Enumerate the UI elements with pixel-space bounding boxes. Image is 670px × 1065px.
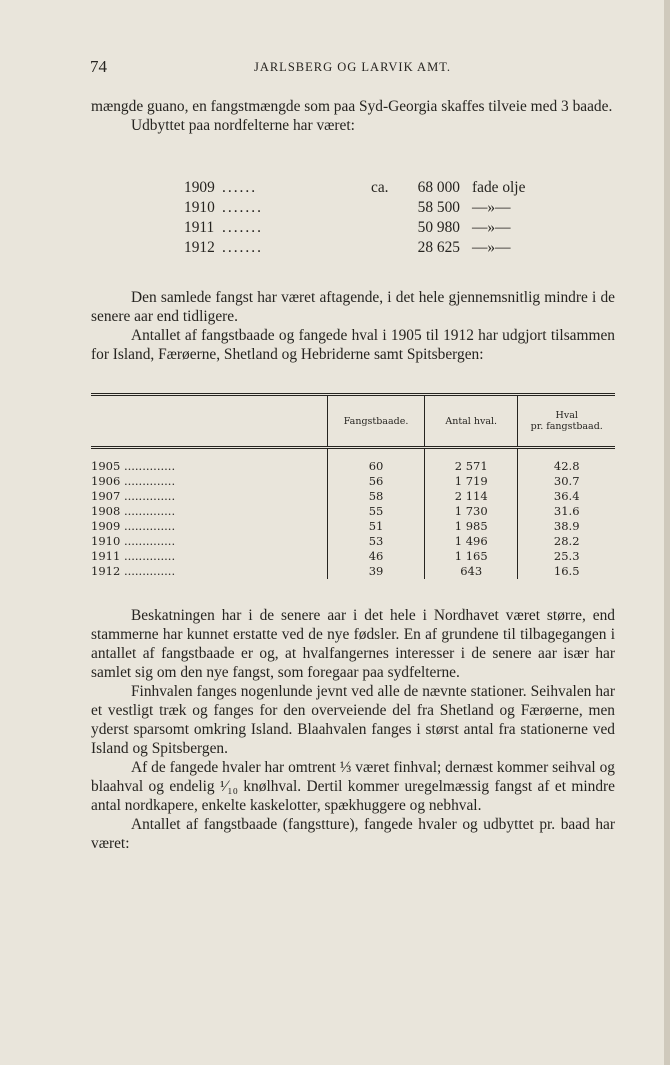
paragraph: Den samlede fangst har været aftagende, i det hele gjennemsnitlig mindre i de senere aar end tidligere. bbox=[91, 289, 615, 325]
yield-unit: —»— bbox=[472, 199, 511, 216]
year-cell bbox=[91, 489, 328, 504]
year: 1906 bbox=[91, 474, 121, 488]
yield-unit: fade olje bbox=[472, 179, 526, 196]
year-cell bbox=[91, 519, 328, 534]
text-block-bottom bbox=[91, 606, 615, 853]
leader-dots: .............. bbox=[123, 549, 176, 563]
table-row bbox=[91, 448, 615, 475]
per-boat-cell: 38.9 bbox=[553, 519, 580, 533]
leader-dots: ....... bbox=[222, 239, 263, 256]
column-header-per-boat-line1: Hval bbox=[555, 410, 578, 421]
yield-row bbox=[184, 199, 544, 219]
leader-dots: .............. bbox=[123, 564, 176, 578]
whales-cell: 1 719 bbox=[424, 474, 517, 489]
yield-list bbox=[184, 179, 544, 259]
whales-cell: 1 165 bbox=[424, 549, 517, 564]
page-edge bbox=[664, 0, 670, 1065]
leader-dots: ...... bbox=[222, 179, 258, 196]
year-cell bbox=[91, 549, 328, 564]
whales-cell: 2 571 bbox=[424, 448, 517, 475]
year-cell bbox=[91, 534, 328, 549]
year: 1910 bbox=[91, 534, 121, 548]
paragraph: mængde guano, en fangstmængde som paa Syd-Georgia skaffes tilveie med 3 baade. bbox=[91, 98, 613, 115]
boats-cell: 39 bbox=[328, 564, 425, 579]
year: 1905 bbox=[91, 459, 121, 473]
leader-dots: .............. bbox=[123, 519, 176, 533]
whales-cell: 1 496 bbox=[424, 534, 517, 549]
yield-amount: 68 000 bbox=[417, 179, 460, 196]
leader-dots: ....... bbox=[222, 219, 263, 236]
table-header-row bbox=[91, 395, 615, 448]
leader-dots: .............. bbox=[123, 504, 176, 518]
paragraph: Af de fangede hvaler har omtrent ⅓ været finhval; dernæst kommer seihval og blaahval og endelig ¹⁄₁₀ knølhval. Dertil kommer uregelmæssig fangst af et mindre antal nordkapere, enkelte kaskelotter, spækhuggere og nebhval. bbox=[91, 759, 615, 814]
year-cell bbox=[91, 564, 328, 579]
yield-row bbox=[184, 239, 544, 259]
yield-unit: —»— bbox=[472, 239, 511, 256]
year-cell bbox=[91, 504, 328, 519]
leader-dots: ....... bbox=[222, 199, 263, 216]
yield-amount: 58 500 bbox=[417, 199, 460, 216]
text-block-top bbox=[91, 97, 615, 135]
whaling-table bbox=[91, 393, 615, 579]
leader-dots: .............. bbox=[123, 534, 176, 548]
year: 1911 bbox=[91, 549, 121, 563]
yield-year: 1910 bbox=[184, 199, 215, 216]
year-column-header bbox=[91, 395, 328, 448]
year: 1912 bbox=[91, 564, 121, 578]
boats-cell: 51 bbox=[328, 519, 425, 534]
yield-approx: ca. bbox=[371, 179, 389, 196]
paragraph: Antallet af fangstbaade (fangstture), fangede hvaler og udbyttet pr. baad har været: bbox=[91, 816, 615, 852]
year: 1908 bbox=[91, 504, 121, 518]
paragraph: Antallet af fangstbaade og fangede hval i 1905 til 1912 har udgjort tilsammen for Island, Færøerne, Shetland og Hebriderne samt Spitsbergen: bbox=[91, 327, 615, 363]
year-cell bbox=[91, 448, 328, 475]
running-title: JARLSBERG OG LARVIK AMT. bbox=[253, 60, 452, 74]
boats-cell: 53 bbox=[328, 534, 425, 549]
column-header-whales: Antal hval. bbox=[424, 395, 517, 448]
per-boat-cell: 30.7 bbox=[553, 474, 580, 488]
year-cell bbox=[91, 474, 328, 489]
per-boat-cell: 31.6 bbox=[553, 504, 580, 518]
table-row bbox=[91, 504, 615, 519]
page-header bbox=[90, 57, 615, 79]
boats-cell: 60 bbox=[328, 448, 425, 475]
table-row bbox=[91, 564, 615, 579]
year: 1909 bbox=[91, 519, 121, 533]
per-boat-cell: 25.3 bbox=[553, 549, 580, 563]
per-boat-cell: 42.8 bbox=[553, 459, 580, 473]
table-row bbox=[91, 534, 615, 549]
table-row bbox=[91, 489, 615, 504]
boats-cell: 58 bbox=[328, 489, 425, 504]
yield-amount: 28 625 bbox=[417, 239, 460, 256]
whales-cell: 1 985 bbox=[424, 519, 517, 534]
page-number: 74 bbox=[90, 57, 107, 76]
table-row bbox=[91, 549, 615, 564]
leader-dots: .............. bbox=[123, 474, 176, 488]
yield-amount: 50 980 bbox=[417, 219, 460, 236]
year: 1907 bbox=[91, 489, 121, 503]
yield-year: 1911 bbox=[184, 219, 215, 236]
yield-year: 1912 bbox=[184, 239, 215, 256]
yield-row bbox=[184, 179, 544, 199]
per-boat-cell: 36.4 bbox=[553, 489, 580, 503]
leader-dots: .............. bbox=[123, 489, 176, 503]
whales-cell: 1 730 bbox=[424, 504, 517, 519]
column-header-per-boat bbox=[518, 395, 615, 448]
text-block-middle bbox=[91, 288, 615, 364]
paragraph: Udbyttet paa nordfelterne har været: bbox=[131, 117, 355, 134]
leader-dots: .............. bbox=[123, 459, 176, 473]
yield-year: 1909 bbox=[184, 179, 215, 196]
whales-cell: 643 bbox=[424, 564, 517, 579]
column-header-per-boat-line2: pr. fangstbaad. bbox=[530, 421, 603, 432]
table-row bbox=[91, 474, 615, 489]
per-boat-cell: 28.2 bbox=[553, 534, 580, 548]
boats-cell: 46 bbox=[328, 549, 425, 564]
table-row bbox=[91, 519, 615, 534]
whales-cell: 2 114 bbox=[424, 489, 517, 504]
paragraph: Beskatningen har i de senere aar i det hele i Nordhavet været større, end stammerne har kunnet erstatte ved de nye fødsler. En af grundene til tilbagegangen i antallet af fangstbaade er og, at hvalfangernes interesser i de senere aar især har samlet sig om den nye fangst, som foregaar paa sydfelterne. bbox=[91, 607, 615, 681]
paragraph: Finhvalen fanges nogenlunde jevnt ved alle de nævnte stationer. Seihvalen har et vestligt træk og fanges for den overveiende del fra Shetland og Færøerne, men yderst sparsomt omkring Island. Blaahvalen fanges i størst antal fra stationerne ved Island og Spitsbergen. bbox=[91, 683, 615, 757]
yield-unit: —»— bbox=[472, 219, 511, 236]
boats-cell: 55 bbox=[328, 504, 425, 519]
boats-cell: 56 bbox=[328, 474, 425, 489]
yield-row bbox=[184, 219, 544, 239]
column-header-boats: Fangstbaade. bbox=[328, 395, 425, 448]
per-boat-cell: 16.5 bbox=[553, 564, 580, 578]
